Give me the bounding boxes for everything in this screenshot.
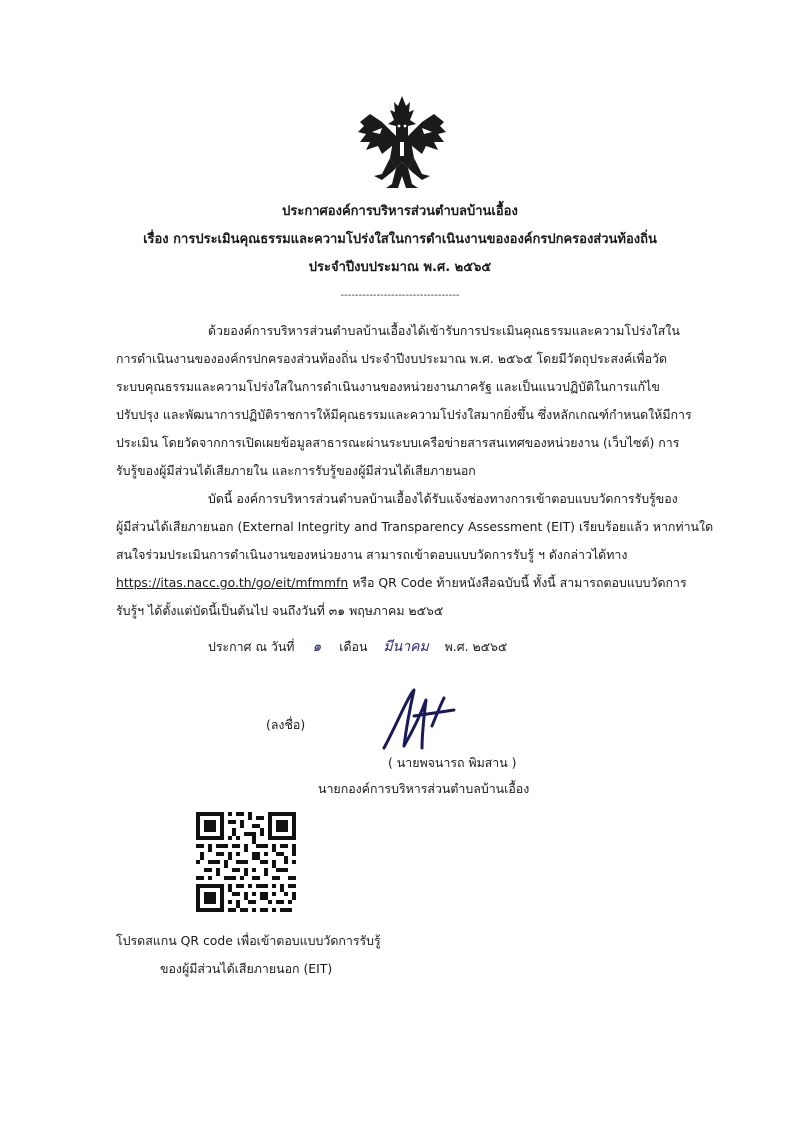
paragraph-1-line: ประเมิน โดยวัดจากการเปิดเผยข้อมูลสาธารณะผ่านระบบเครือข่ายสารสนเทศของหน่วยงาน (เว็บไซต์) การ xyxy=(116,435,680,450)
announce-date-line xyxy=(208,638,507,656)
signatory-title: นายกองค์การบริหารส่วนตำบลบ้านเอื้อง xyxy=(318,781,530,796)
paragraph-1-line: ระบบคุณธรรมและความโปร่งใสในการดำเนินงานของหน่วยงานภาครัฐ และเป็นแนวปฏิบัติในการแก้ไข xyxy=(116,379,660,394)
paragraph-2-line xyxy=(116,574,687,592)
header-divider: --------------------------------- xyxy=(340,290,460,301)
announce-day: ๑ xyxy=(312,639,322,655)
announcement-subject: เรื่อง การประเมินคุณธรรมและความโปร่งใสในการดำเนินงานขององค์กรปกครองส่วนท้องถิ่น xyxy=(143,232,657,247)
qr-caption: โปรดสแกน QR code เพื่อเข้าตอบแบบวัดการรับรู้ xyxy=(116,933,381,948)
paragraph-1-line: รับรู้ของผู้มีส่วนได้เสียภายใน และการรับรู้ของผู้มีส่วนได้เสียภายนอก xyxy=(116,463,476,478)
announcement-heading: ประกาศองค์การบริหารส่วนตำบลบ้านเอื้อง xyxy=(282,204,518,219)
paragraph-1-line: การดำเนินงานขององค์กรปกครองส่วนท้องถิ่น ประจำปีงบประมาณ พ.ศ. ๒๕๖๕ โดยมีวัตถุประสงค์เพื่อวัด xyxy=(116,351,668,366)
announce-prefix: ประกาศ ณ วันที่ xyxy=(208,639,295,654)
paragraph-2-line: บัดนี้ องค์การบริหารส่วนตำบลบ้านเอื้องได้รับแจ้งช่องทางการเข้าตอบแบบวัดการรับรู้ของ xyxy=(208,491,678,506)
link-line-text: หรือ QR Code ท้ายหนังสือฉบับนี้ ทั้งนี้ สามารถตอบแบบวัดการ xyxy=(348,575,687,590)
qr-caption: ของผู้มีส่วนได้เสียภายนอก (EIT) xyxy=(160,961,333,976)
signatory-name: ( นายพจนารถ พิมสาน ) xyxy=(388,755,517,770)
paragraph-1-line: ปรับปรุง และพัฒนาการปฏิบัติราชการให้มีคุณธรรมและความโปร่งใสมากยิ่งขึ้น ซึ่งหลักเกณฑ์กำหนดให้มีการ xyxy=(116,407,692,422)
paragraph-1-line: ด้วยองค์การบริหารส่วนตำบลบ้านเอื้องได้เข้ารับการประเมินคุณธรรมและความโปร่งใสใน xyxy=(208,323,680,338)
announce-year: พ.ศ. ๒๕๖๕ xyxy=(444,639,508,654)
qr-code[interactable] xyxy=(196,812,296,912)
fiscal-year-heading: ประจำปีงบประมาณ พ.ศ. ๒๕๖๕ xyxy=(308,260,492,275)
paragraph-2-line: รับรู้ฯ ได้ตั้งแต่บัดนี้เป็นต้นไป จนถึงวันที่ ๓๑ พฤษภาคม ๒๕๖๕ xyxy=(116,603,444,618)
paragraph-2-line: สนใจร่วมประเมินการดำเนินงานของหน่วยงาน สามารถเข้าตอบแบบวัดการรับรู้ ฯ ดังกล่าวได้ทาง xyxy=(116,547,628,562)
signature-label: (ลงชื่อ) xyxy=(266,717,306,732)
garuda-emblem-icon xyxy=(352,92,452,192)
handwritten-signature xyxy=(374,686,464,756)
paragraph-2-line: ผู้มีส่วนได้เสียภายนอก (External Integrity and Transparency Assessment (EIT) เรียบร้อยแล้ว หากท่านใด xyxy=(116,519,714,534)
eit-survey-link[interactable]: https://itas.nacc.go.th/go/eit/mfmmfn xyxy=(116,575,349,590)
announce-month-label: เดือน xyxy=(339,639,368,654)
announce-month: มีนาคม xyxy=(383,639,429,655)
